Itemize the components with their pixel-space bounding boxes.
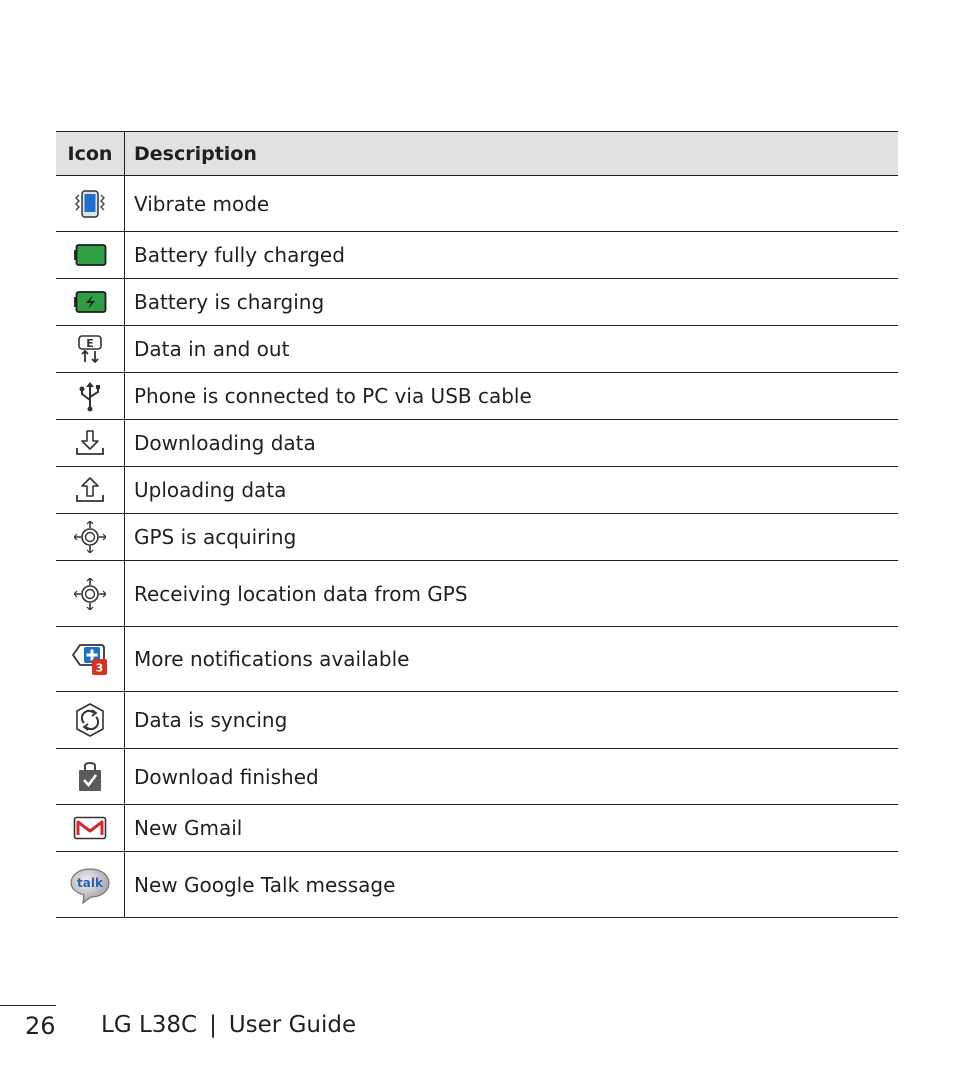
more-notifications-icon (71, 641, 109, 677)
guide-name: User Guide (228, 1012, 357, 1038)
download-finished-icon (76, 761, 104, 793)
icon-cell (56, 467, 125, 514)
table-row (56, 852, 898, 918)
icon-cell (56, 326, 125, 373)
table-row (56, 514, 898, 561)
notification-count-badge: 3 (95, 661, 104, 675)
footer-rule (0, 1005, 56, 1006)
icon-cell (56, 373, 125, 420)
footer-title (101, 1012, 356, 1038)
table-row (56, 176, 898, 232)
icon-cell (56, 561, 125, 627)
icon-cell (56, 749, 125, 805)
table-row (56, 326, 898, 373)
gps-receiving-icon (74, 578, 106, 610)
table-header-row (56, 132, 898, 176)
row-description: Vibrate mode (125, 176, 899, 232)
row-description: Download finished (125, 749, 899, 805)
talk-label: talk (77, 875, 103, 890)
row-description: New Google Talk message (125, 852, 899, 918)
table-row (56, 692, 898, 749)
upload-icon (75, 475, 105, 505)
battery-full-icon (73, 243, 107, 267)
row-description: Battery is charging (125, 279, 899, 326)
data-type-letter: E (86, 337, 94, 350)
battery-charging-icon (73, 290, 107, 314)
icon-cell (56, 279, 125, 326)
icon-column-header: Icon (56, 132, 125, 176)
icon-cell (56, 805, 125, 852)
row-description: GPS is acquiring (125, 514, 899, 561)
row-description: Data in and out (125, 326, 899, 373)
table-row (56, 420, 898, 467)
sync-icon (74, 702, 106, 738)
footer-separator: | (209, 1012, 217, 1038)
row-description: Uploading data (125, 467, 899, 514)
row-description: New Gmail (125, 805, 899, 852)
icon-cell (56, 627, 125, 692)
icon-description-table (56, 131, 898, 918)
table-row (56, 232, 898, 279)
table-row (56, 627, 898, 692)
icon-cell (56, 232, 125, 279)
download-icon (75, 428, 105, 458)
row-description: Receiving location data from GPS (125, 561, 899, 627)
product-name: LG L38C (101, 1012, 198, 1038)
description-column-header: Description (125, 132, 899, 176)
usb-icon (74, 380, 106, 412)
icon-cell (56, 420, 125, 467)
icon-cell (56, 176, 125, 232)
table-row (56, 373, 898, 420)
gmail-icon (73, 816, 107, 840)
table-row (56, 749, 898, 805)
row-description: More notifications available (125, 627, 899, 692)
page-number: 26 (25, 1012, 56, 1040)
icon-cell (56, 514, 125, 561)
icon-cell (56, 692, 125, 749)
row-description: Battery fully charged (125, 232, 899, 279)
table-row (56, 561, 898, 627)
row-description: Data is syncing (125, 692, 899, 749)
icon-cell (56, 852, 125, 918)
table-row (56, 279, 898, 326)
row-description: Phone is connected to PC via USB cable (125, 373, 899, 420)
vibrate-mode-icon (73, 189, 107, 219)
gps-acquiring-icon (74, 521, 106, 553)
google-talk-icon (69, 866, 111, 904)
table-row (56, 467, 898, 514)
row-description: Downloading data (125, 420, 899, 467)
table-row (56, 805, 898, 852)
data-in-out-icon (75, 334, 105, 364)
